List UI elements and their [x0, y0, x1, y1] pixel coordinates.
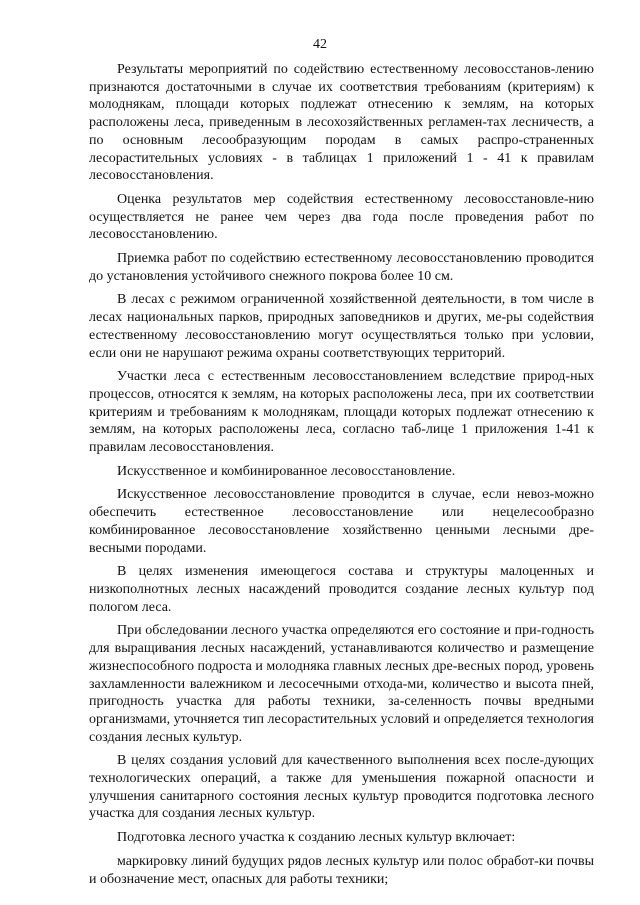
paragraph-10: В целях создания условий для качественного выполнения всех после-дующих технологических операций, а также для уменьшения пожарной опасности и улучшения санитарного состояния лесных культур проводится подготовка лесного участка для создания лесных культур.: [89, 753, 594, 822]
document-body: [89, 61, 594, 888]
paragraph-6: Искусственное и комбинированное лесовосстановление.: [117, 463, 456, 479]
paragraph-4: В лесах с режимом ограниченной хозяйственной деятельности, в том числе в лесах национальных парков, природных заповедников и других, ме-ры содействия естественному лесовосстановлению могут осуществляться только при условии, если они не нарушают режима охраны соответствующих территорий.: [89, 292, 594, 361]
paragraph-8: В целях изменения имеющегося состава и структуры малоценных и низкополнотных лесных насаждений проводится создание лесных культур под пологом леса.: [89, 564, 594, 615]
paragraph-5: Участки леса с естественным лесовосстановлением вследствие природ-ных процессов, относятся к землям, на которых расположены леса, при их соответствии критериям и требованиям к молоднякам, площади которых подлежат отнесению к землям, на которых расположены леса, согласно таб-лице 1 приложения 1-41 к правилам лесовосстановления.: [89, 369, 594, 456]
paragraph-1: Результаты мероприятий по содействию естественному лесовосстанов-лению признаются достаточными в случае их соответствия требованиям (критериям) к молоднякам, площади которых подлежат отнесению к землям, на которых расположены леса, приведенным в лесохозяйственных регламен-тах лесничеств, а по основным лесообразующим породам в самых распро-страненных лесорастительных условиях - в таблицах 1 приложений 1 - 41 к правилам лесовосстановления.: [89, 62, 594, 184]
paragraph-11: Подготовка лесного участка к созданию лесных культур включает:: [117, 830, 516, 846]
paragraph-2: Оценка результатов мер содействия естественному лесовосстановле-нию осуществляется не ранее чем через два года после проведения работ по лесовосстановлению.: [89, 191, 594, 243]
page-number: 42: [313, 37, 327, 52]
paragraph-9: При обследовании лесного участка определяются его состояние и при-годность для выращивания лесных насаждений, устанавливаются количество и размещение жизнеспособного подроста и молодняка главных лесных дре-весных пород, уровень захламленности валежником и лесосечными отхода-ми, количество и высота пней, пригодность участка для работы техники, за-селенность почвы вредными организмами, уточняется тип лесорастительных условий и определяется технология создания лесных культур.: [89, 623, 594, 745]
paragraph-7: Искусственное лесовосстановление проводится в случае, если невоз-можно обеспечить естественное лесовосстановление или нецелесообразно комбинированное лесовосстановление хозяйственно ценными лесными дре-весными породами.: [89, 487, 594, 556]
paragraph-12: маркировку линий будущих рядов лесных культур или полос обработ-ки почвы и обозначение мест, опасных для работы техники;: [89, 853, 594, 887]
paragraph-3: Приемка работ по содействию естественному лесовосстановлению проводится до установления устойчивого снежного покрова более 10 см.: [89, 251, 594, 284]
